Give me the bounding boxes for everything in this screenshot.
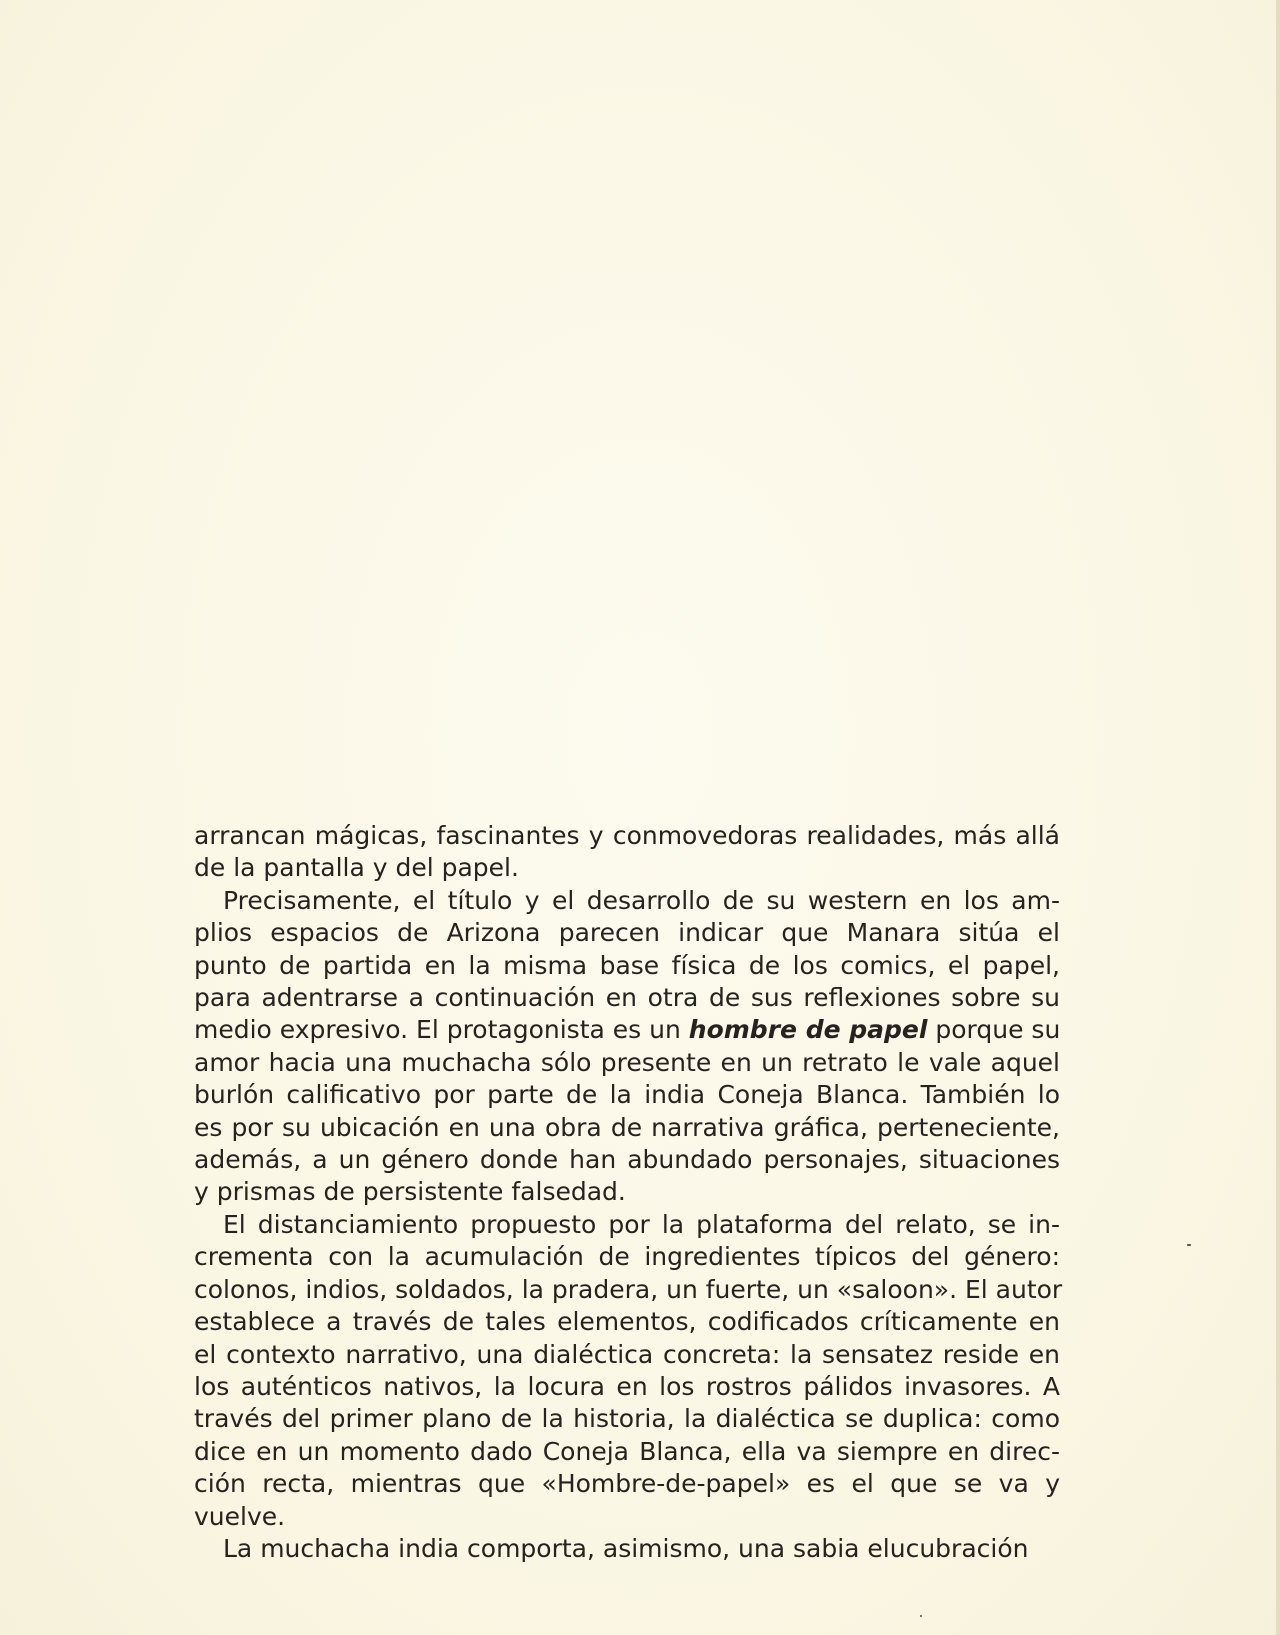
text-line: además, a un género donde han abundado personajes, situaciones	[194, 1145, 1060, 1175]
text-line: ción recta, mientras que «Hombre-de-papel» es el que se va y	[194, 1469, 1060, 1499]
page-edge	[1276, 0, 1280, 1635]
line-box	[194, 1079, 1060, 1111]
paper-speck	[920, 1615, 922, 1617]
text-line: los auténticos nativos, la locura en los rostros pálidos invasores. A	[194, 1371, 1060, 1401]
text-line: Precisamente, el título y el desarrollo de su western en los am-	[223, 885, 1060, 915]
text-line: el contexto narrativo, una dialéctica concreta: la sensatez reside en	[194, 1339, 1060, 1369]
text-line: arrancan mágicas, fascinantes y conmovedoras realidades, más allá	[194, 821, 1060, 850]
line-box	[194, 950, 1060, 982]
line-box	[194, 1144, 1060, 1176]
text-line: burlón calificativo por parte de la india Coneja Blanca. También lo	[194, 1080, 1060, 1110]
line-box	[194, 820, 1060, 852]
line-box	[194, 885, 1060, 917]
paper-speck	[1187, 1244, 1191, 1246]
text-line: de la pantalla y del papel.	[194, 853, 519, 883]
text-line: medio expresivo. El protagonista es un	[194, 1015, 681, 1045]
text-line: punto de partida en la misma base física de los comics, el papel,	[194, 950, 1060, 980]
line-box	[194, 1274, 1063, 1306]
line-box	[194, 1403, 1060, 1435]
body-text	[194, 820, 1063, 1565]
emphasis-title: hombre de papel	[688, 1015, 928, 1045]
line-box	[194, 1339, 1060, 1371]
text-line: y prismas de persistente falsedad.	[194, 1177, 626, 1207]
text-line: establece a través de tales elementos, codificados críticamente en	[194, 1307, 1060, 1337]
line-box	[194, 1533, 1060, 1565]
line-box	[194, 1241, 1060, 1273]
text-line: colonos, indios, soldados, la pradera, un fuerte, un «saloon». El autor	[194, 1274, 1063, 1304]
line-box	[194, 1047, 1060, 1079]
text-line: vuelve.	[194, 1501, 286, 1531]
line-box	[194, 917, 1060, 949]
text-line: El distanciamiento propuesto por la plataforma del relato, se in-	[223, 1209, 1060, 1239]
line-box	[194, 1209, 1060, 1241]
line-box	[194, 1112, 1060, 1144]
paragraph-1	[194, 820, 1060, 885]
text-line: La muchacha india comporta, asimismo, una sabia elucubración	[223, 1533, 1029, 1563]
paragraph-3	[194, 1209, 1063, 1533]
text-line: través del primer plano de la historia, la dialéctica se duplica: como	[194, 1404, 1060, 1434]
text-line: dice en un momento dado Coneja Blanca, ella va siempre en direc-	[194, 1436, 1060, 1466]
line-box	[194, 1306, 1060, 1338]
line-box	[194, 1468, 1060, 1500]
text-line: crementa con la acumulación de ingredientes típicos del género:	[194, 1242, 1060, 1272]
line-box	[194, 982, 1060, 1014]
paragraph-2	[194, 885, 1060, 1209]
line-box	[194, 852, 1060, 884]
line-box	[194, 1371, 1060, 1403]
text-line: es por su ubicación en una obra de narrativa gráfica, perteneciente,	[194, 1112, 1060, 1142]
line-box	[194, 1501, 1060, 1533]
line-box	[194, 1436, 1060, 1468]
paragraph-4	[194, 1533, 1060, 1565]
text-line: para adentrarse a continuación en otra de sus reflexiones sobre su	[194, 983, 1060, 1013]
line-box	[194, 1176, 1060, 1208]
text-line: plios espacios de Arizona parecen indicar que Manara sitúa el	[194, 918, 1060, 948]
text-line: porque su	[935, 1015, 1061, 1045]
line-box	[194, 1014, 1060, 1046]
text-line: amor hacia una muchacha sólo presente en un retrato le vale aquel	[194, 1047, 1060, 1077]
